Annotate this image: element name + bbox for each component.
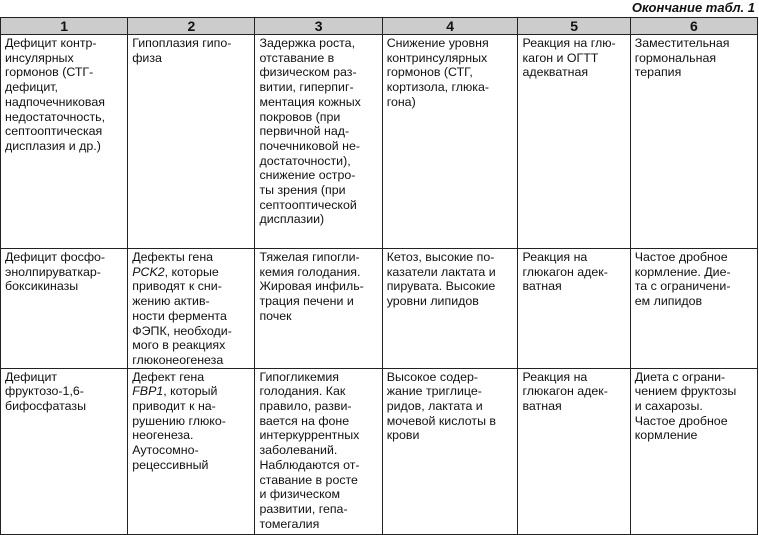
cell-text: Гипогликемия голодания. Как правило, разви- вается на фоне интеркуррентных заболеваний. Наблюдаются от- ставание в росте и физическом развитии, гепа- томегалия [259, 369, 360, 531]
table-cell [128, 368, 255, 534]
table-cell [518, 249, 630, 369]
gene-name: PCK2 [132, 264, 165, 279]
table-cell [382, 35, 518, 249]
header-cell: 6 [630, 18, 757, 35]
cell-text: Снижение уровня контринсулярных гормонов (СТГ, кортизола, глюка- гона) [386, 36, 490, 109]
table-cell [255, 368, 382, 534]
table-cell [1, 368, 128, 534]
cell-text: Диета с ограни- чением фруктозы и сахарозы. Частое дробное кормление [634, 369, 737, 443]
table-row [1, 368, 758, 534]
table-cell [255, 35, 382, 249]
table-cell [630, 368, 757, 534]
cell-text: Реакция на глю- кагон и ОГТТ адекватная [522, 36, 616, 80]
table-cell [128, 249, 255, 369]
cell-text: Реакция на глюкагон адек- ватная [522, 250, 608, 294]
header-cell: 4 [382, 18, 518, 35]
table-cell [128, 35, 255, 249]
table-cell [518, 368, 630, 534]
table-cell [518, 35, 630, 249]
cell-text: Заместительная гормональная терапия [634, 36, 730, 80]
table-row [1, 249, 758, 369]
table-cell [1, 35, 128, 249]
table-cell [382, 368, 518, 534]
header-cell: 2 [128, 18, 255, 35]
header-cell: 5 [518, 18, 630, 35]
cell-text: , который приводит к на- рушению глюко- неогенеза. Аутосомно- рецессивный [132, 384, 226, 472]
cell-text: Кетоз, высокие по- казатели лактата и пирувата. Высокие уровни липидов [386, 250, 496, 309]
table-cell [255, 249, 382, 369]
table-cell [630, 35, 757, 249]
table-cell [630, 249, 757, 369]
cell-text: , которые приводят к сни- жению актив- ности фермента ФЭПК, необходи- мого в реакциях глюконеогенеза [132, 264, 232, 367]
header-row [1, 18, 758, 35]
cell-text: Дефицит контр- инсулярных гормонов (СТГ- дефицит, надпочечниковая недостаточность, септооптическая дисплазия и др.) [5, 36, 106, 153]
cell-text: Гипоплазия гипо- физа [132, 36, 232, 65]
table-cell [382, 249, 518, 369]
table-row [1, 35, 758, 249]
cell-text: Дефект гена [132, 369, 205, 384]
cell-text: Высокое содер- жание триглице- ридов, лактата и мочевой кислоты в крови [386, 369, 497, 443]
header-cell: 3 [255, 18, 382, 35]
data-table [0, 17, 758, 535]
cell-text: Задержка роста, отставание в физическом раз- витии, гиперпиг- ментация кожных покровов (при первичной над- почечниковой не- достаточности), снижение остро- ты зрения (при септооптической дисплазии) [259, 36, 361, 227]
gene-name: FBP1 [132, 384, 164, 399]
cell-text: Тяжелая гипогли- кемия голодания. Жировая инфиль- трация печени и почек [259, 250, 364, 323]
cell-text: Реакция на глюкагон адек- ватная [522, 369, 608, 414]
cell-text: Дефицит фосфо- энолпируваткар- боксикиназы [5, 250, 106, 294]
cell-text: Частое дробное кормление. Дие- та с ограничени- ем липидов [634, 250, 731, 309]
table-cell [1, 249, 128, 369]
table-caption: Окончание табл. 1 [631, 0, 755, 15]
header-cell: 1 [1, 18, 128, 35]
cell-text: Дефицит фруктозо-1,6- бифосфатазы [5, 369, 86, 414]
cell-text: Дефекты гена [132, 250, 214, 264]
